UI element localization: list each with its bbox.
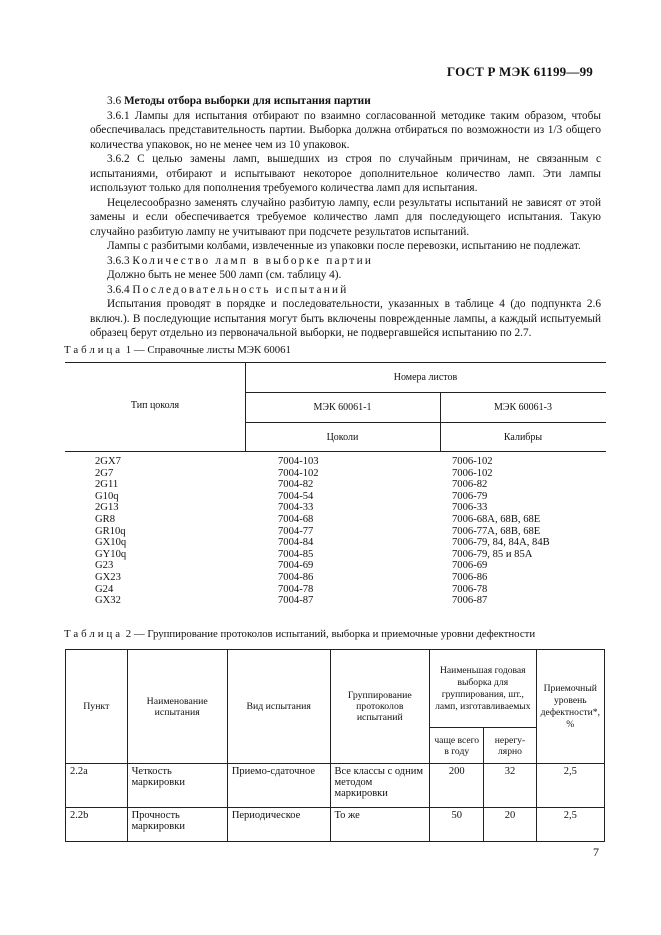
table-cell: 7004-77 bbox=[278, 525, 314, 537]
section-text bbox=[90, 94, 601, 341]
table-cell: 7006-78 bbox=[452, 583, 488, 595]
table-cell: 7004-69 bbox=[278, 560, 314, 572]
subheading-title: Количество ламп в выборке партии bbox=[132, 254, 374, 267]
t2-header-often: чаще всего в году bbox=[430, 728, 484, 764]
table-cell: G24 bbox=[95, 583, 114, 595]
table-cell: 7004-103 bbox=[278, 456, 319, 467]
paragraph-3-6-1: 3.6.1 Лампы для испытания отбирают по взаимно согласованной методике таким образом, чтобы обеспечивалась представительность партии. Выборка должна отбираться по возможности из 1/3 общего количества упаковок, но не менее чем из 10 упаковок. bbox=[90, 109, 601, 151]
table-cell: 7006-82 bbox=[452, 479, 488, 491]
column-base-types bbox=[95, 456, 126, 607]
table-cell: 2G11 bbox=[95, 479, 119, 491]
table-cell: 2G13 bbox=[95, 502, 119, 514]
t2-item: 2.2a bbox=[66, 764, 128, 808]
t2-often: 50 bbox=[430, 808, 484, 842]
table-cell: G23 bbox=[95, 560, 114, 572]
col-subheader-gauges: Калибры bbox=[503, 432, 543, 443]
t2-header-item: Пункт bbox=[66, 650, 128, 764]
heading-number: 3.6 bbox=[107, 95, 122, 107]
t2-group: Все классы с одним методом маркировки bbox=[330, 764, 430, 808]
table1-caption bbox=[64, 344, 291, 356]
table-cell: 7004-78 bbox=[278, 583, 314, 595]
subheading-number: 3.6.3 bbox=[107, 254, 130, 267]
t2-type: Периодическое bbox=[227, 808, 330, 842]
paragraph-3-6-4 bbox=[90, 283, 601, 298]
paragraph-quantity: Должно быть не менее 500 ламп (см. таблицу 4). bbox=[107, 269, 342, 281]
table-cell: GX10q bbox=[95, 537, 127, 549]
table-cell: 7006-79, 85 и 85A bbox=[452, 548, 533, 560]
table-cell: 7004-82 bbox=[278, 479, 314, 491]
table-cell: 7004-86 bbox=[278, 571, 314, 583]
page-number: 7 bbox=[593, 845, 599, 859]
t2-name: Четкость маркировки bbox=[127, 764, 227, 808]
paragraph-broken: Лампы с разбитыми колбами, извлеченные из упаковки после перевозки, испытанию не подлежат. bbox=[107, 240, 581, 252]
table-cell: 7006-68A, 68B, 68E bbox=[452, 513, 541, 525]
table-cell: 7006-102 bbox=[452, 467, 493, 479]
paragraph-3-6-3 bbox=[90, 254, 601, 269]
t2-often: 200 bbox=[430, 764, 484, 808]
t2-name: Прочность маркировки bbox=[127, 808, 227, 842]
heading-title: Методы отбора выборки для испытания партии bbox=[123, 95, 371, 107]
table-cell: 2GX7 bbox=[95, 456, 121, 467]
table2-caption bbox=[64, 628, 535, 640]
table-cell: 7006-79 bbox=[452, 490, 488, 502]
col-header-iec-3: МЭК 60061-3 bbox=[494, 402, 552, 413]
table-caption-text: 1 — Справочные листы МЭК 60061 bbox=[125, 344, 291, 356]
t2-header-group: Группирование протоколов испытаний bbox=[330, 650, 430, 764]
paragraph-replacement: Нецелесообразно заменять случайно разбитую лампу, если результаты испытаний не зависят от этой замены и если обеспечивается требуемое количество ламп для последующего испытания. Такую случайно разбитую лампу не учитывают при подсчете результатов испытаний. bbox=[90, 196, 601, 238]
t2-irregular: 20 bbox=[484, 808, 536, 842]
t2-header-irregular: нерегу-лярно bbox=[484, 728, 536, 764]
table-cell: GR8 bbox=[95, 513, 116, 525]
column-iec-3 bbox=[452, 456, 550, 607]
t2-header-aql: Приемочный уровень дефектности*, % bbox=[536, 650, 604, 764]
table-label: Таблица bbox=[64, 344, 124, 356]
t2-header-name: Наименование испытания bbox=[127, 650, 227, 764]
table-cell: 7006-86 bbox=[452, 571, 488, 583]
paragraph-3-6-2: 3.6.2 С целью замены ламп, вышедших из строя по случайным причинам, не связанным с испытаниями, отбирают и испытывают некоторое дополнительное количество ламп. Эти лампы используют только для пополнения требуемого количества ламп для испытания. bbox=[90, 153, 601, 194]
paragraph-sequence: Испытания проводят в порядке и последовательности, указанных в таблице 4 (до подпункта 2.6 включ.). В последующие испытания могут быть включены поврежденные лампы, а каждый испытуемый образец берут отдельно из первоначальной выборки, не подвергавшейся испытанию по 2.7. bbox=[90, 298, 601, 339]
col-header-iec-1: МЭК 60061-1 bbox=[313, 402, 372, 413]
table-cell: 7004-33 bbox=[278, 502, 314, 514]
t2-aql: 2,5 bbox=[536, 764, 604, 808]
t2-header-sample: Наименьшая годовая выборка для группирования, шт., ламп, изготавливаемых bbox=[430, 650, 537, 728]
table-caption-text: 2 — Группирование протоколов испытаний, выборка и приемочные уровни дефектности bbox=[125, 628, 536, 640]
column-iec-1 bbox=[278, 456, 319, 607]
table-cell: 7006-69 bbox=[452, 560, 488, 572]
t2-group: То же bbox=[330, 808, 430, 842]
t2-type: Приемо-сдаточное bbox=[227, 764, 330, 808]
document-header: ГОСТ Р МЭК 61199—99 bbox=[446, 64, 593, 79]
table-cell: GR10q bbox=[95, 525, 126, 537]
table-cell: 2G7 bbox=[95, 467, 114, 479]
subheading-title: Последовательность испытаний bbox=[132, 283, 349, 296]
table-cell: 7006-87 bbox=[452, 595, 488, 607]
table-cell: 7006-77A, 68B, 68E bbox=[452, 525, 541, 537]
t2-irregular: 32 bbox=[484, 764, 536, 808]
table-row bbox=[66, 808, 605, 842]
table-cell: 7004-87 bbox=[278, 595, 314, 607]
section-heading bbox=[90, 94, 601, 109]
table-cell: GX23 bbox=[95, 571, 121, 583]
table-cell: 7006-79, 84, 84A, 84B bbox=[452, 537, 550, 549]
subheading-number: 3.6.4 bbox=[107, 283, 130, 296]
table2 bbox=[65, 649, 605, 842]
t2-item: 2.2b bbox=[66, 808, 128, 842]
table-cell: 7004-84 bbox=[278, 537, 314, 549]
table-row bbox=[66, 764, 605, 808]
table-cell: GX32 bbox=[95, 595, 121, 607]
t2-header-type: Вид испытания bbox=[227, 650, 330, 764]
table-cell: 7004-102 bbox=[278, 467, 319, 479]
table-label: Таблица bbox=[64, 628, 124, 640]
t2-aql: 2,5 bbox=[536, 808, 604, 842]
table-cell: G10q bbox=[95, 490, 119, 502]
col-header-base: Тип цоколя bbox=[130, 400, 180, 411]
table-cell: 7006-102 bbox=[452, 456, 493, 467]
table-cell: 7004-68 bbox=[278, 513, 314, 525]
table-cell: 7004-85 bbox=[278, 548, 314, 560]
col-header-sheets: Номера листов bbox=[393, 372, 458, 383]
table-cell: 7004-54 bbox=[278, 490, 314, 502]
col-subheader-bases: Цоколи bbox=[326, 432, 359, 443]
table-cell: GY10q bbox=[95, 548, 127, 560]
table-cell: 7006-33 bbox=[452, 502, 488, 514]
